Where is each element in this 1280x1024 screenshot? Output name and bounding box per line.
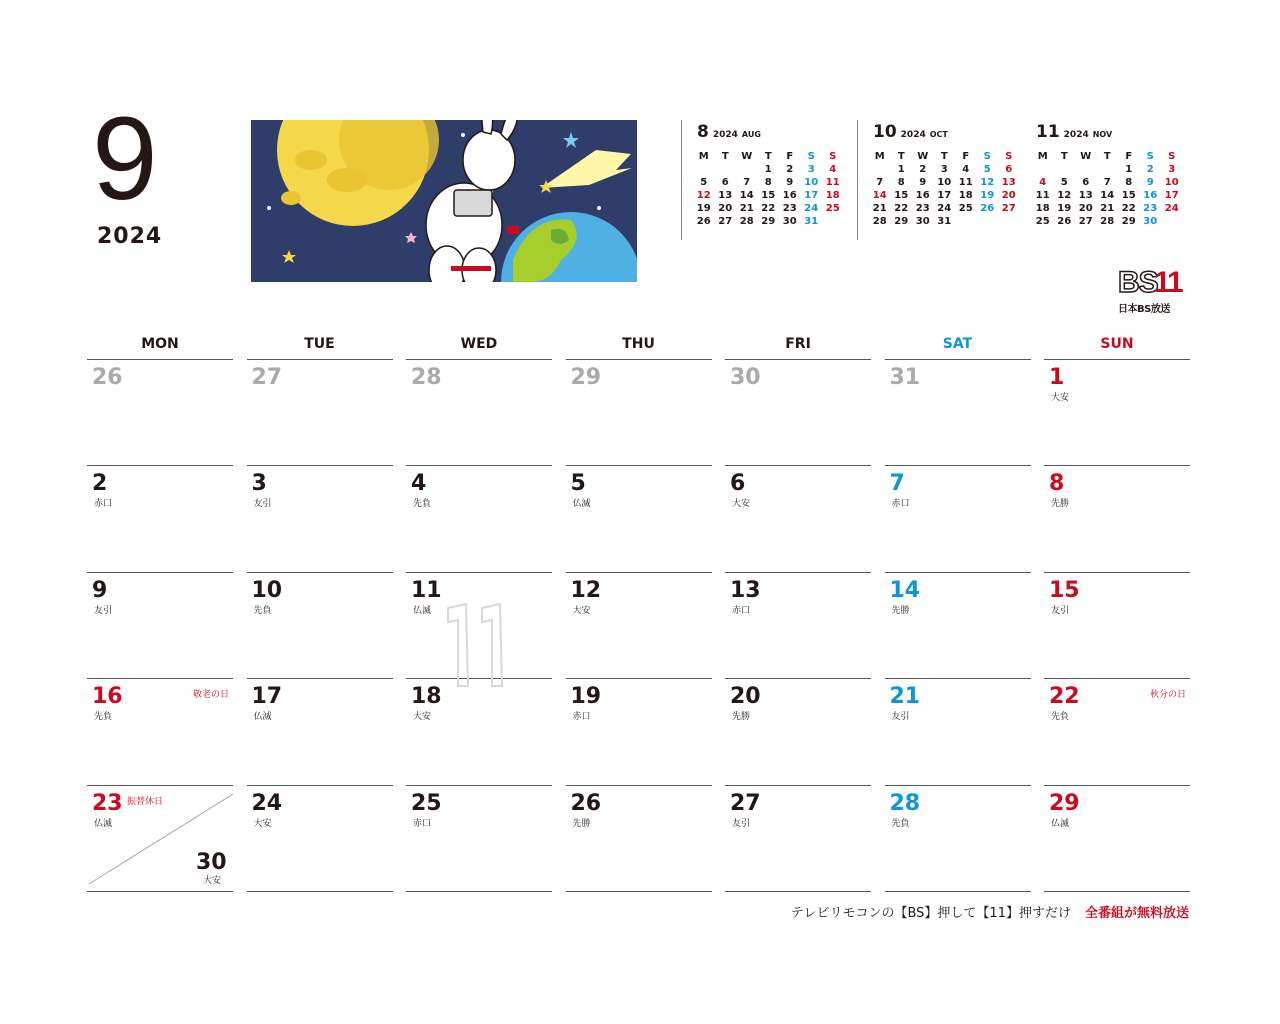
weekday-sun: SUN <box>1100 336 1134 352</box>
day-number: 16 <box>92 684 123 710</box>
mini-day: 28 <box>1100 216 1115 227</box>
mini-day: 14 <box>872 190 887 201</box>
mini-day: 11 <box>1035 190 1050 201</box>
day-cell[interactable] <box>87 678 233 785</box>
day-number: 29 <box>1049 790 1080 816</box>
mini-day: 22 <box>894 203 909 214</box>
day-cell[interactable] <box>725 359 871 466</box>
day-number: 25 <box>411 790 442 816</box>
mini-day: 26 <box>980 203 995 214</box>
mini-day: 2 <box>1146 164 1154 175</box>
mini-day: 9 <box>919 177 927 188</box>
day-cell[interactable] <box>885 465 1031 572</box>
mini-weekday-label: S <box>1146 151 1154 162</box>
day-number: 4 <box>411 471 427 497</box>
day-number: 7 <box>889 471 905 497</box>
day-cell[interactable] <box>87 359 233 466</box>
day-number: 24 <box>251 790 283 816</box>
mini-day: 3 <box>940 164 948 175</box>
rokuyo-label: 先勝 <box>572 818 591 829</box>
day-number: 28 <box>889 790 921 816</box>
day-cell[interactable] <box>1044 678 1190 785</box>
day-number: 12 <box>570 577 602 603</box>
mini-day: 27 <box>1078 216 1093 227</box>
rokuyo-label: 赤口 <box>891 499 910 510</box>
rokuyo-label: 先勝 <box>891 605 910 616</box>
logo-subtitle: 日本BS放送 <box>1118 304 1170 315</box>
rokuyo-label: 仏滅 <box>1051 818 1070 829</box>
mini-day: 9 <box>786 177 794 188</box>
day-number: 26 <box>570 790 602 816</box>
rokuyo-label: 仏滅 <box>413 605 432 616</box>
bs11-watermark-icon <box>444 602 514 688</box>
mini-day: 11 <box>958 177 973 188</box>
mini-day: 1 <box>897 164 905 175</box>
mini-day: 18 <box>825 190 840 201</box>
day-number: 21 <box>889 684 921 710</box>
mini-day: 17 <box>804 190 819 201</box>
rokuyo-label: 仏滅 <box>572 499 591 510</box>
mini-day: 30 <box>915 216 930 227</box>
day-cell[interactable] <box>406 785 552 892</box>
mini-day <box>822 215 844 228</box>
mini-weekday-label: T <box>1060 151 1068 162</box>
mini-day: 3 <box>807 164 815 175</box>
mini-day: 28 <box>739 216 754 227</box>
mini-calendar-1 <box>857 120 1027 240</box>
mini-day: 11 <box>825 177 840 188</box>
mini-year: 2024 <box>712 130 738 140</box>
mini-day: 18 <box>958 190 973 201</box>
mini-day: 10 <box>937 177 952 188</box>
mini-day: 23 <box>782 203 797 214</box>
footer-message <box>791 902 1189 921</box>
day-number: 14 <box>889 577 921 603</box>
mini-day: 24 <box>1164 203 1179 214</box>
day-number: 29 <box>570 365 602 390</box>
day-cell[interactable] <box>406 359 552 466</box>
weekday-fri: FRI <box>785 336 811 352</box>
mini-day: 8 <box>764 177 772 188</box>
rokuyo-label: 友引 <box>891 712 910 723</box>
mini-day: 7 <box>876 177 884 188</box>
mini-day: 12 <box>1057 190 1072 201</box>
mini-day: 26 <box>1057 216 1072 227</box>
day-number: 18 <box>411 684 442 710</box>
mini-calendar-table <box>693 150 844 228</box>
bs11-logo <box>1118 266 1190 315</box>
day-cell[interactable] <box>406 465 552 572</box>
day-number: 8 <box>1049 471 1065 497</box>
mini-day: 13 <box>1001 177 1016 188</box>
mini-weekday-label: T <box>897 151 905 162</box>
mini-day <box>736 163 758 176</box>
day-cell[interactable] <box>87 572 233 679</box>
mini-day: 1 <box>764 164 772 175</box>
mini-day: 20 <box>1078 203 1093 214</box>
mini-day: 23 <box>915 203 930 214</box>
mini-day: 19 <box>1057 203 1072 214</box>
rokuyo-label: 赤口 <box>413 818 432 829</box>
mini-day: 30 <box>782 216 797 227</box>
mini-weekday-label: M <box>1037 151 1048 162</box>
rokuyo-30: 大安 <box>203 876 222 886</box>
mini-day <box>998 215 1020 228</box>
mini-day: 22 <box>761 203 776 214</box>
mini-weekday-label: F <box>1125 151 1133 162</box>
mini-weekday-label: T <box>940 151 948 162</box>
day-number: 20 <box>730 684 761 710</box>
day-number: 6 <box>730 471 746 497</box>
day-number: 10 <box>251 577 283 603</box>
mini-day <box>977 215 999 228</box>
day-cell[interactable] <box>566 465 712 572</box>
mini-day: 27 <box>718 216 733 227</box>
holiday-label-23: 振替休日 <box>127 797 164 807</box>
mini-day: 26 <box>696 216 711 227</box>
year-label: 2024 <box>97 224 163 249</box>
mini-day: 4 <box>829 164 837 175</box>
day-cell[interactable] <box>885 785 1031 892</box>
day-cell[interactable] <box>885 572 1031 679</box>
mini-day: 3 <box>1168 164 1176 175</box>
mini-day: 21 <box>739 203 754 214</box>
mini-calendar-title <box>1036 122 1112 142</box>
mini-calendar-2 <box>1020 120 1190 240</box>
mini-day: 16 <box>1143 190 1158 201</box>
day-cell[interactable] <box>247 465 393 572</box>
mini-weekday-label: W <box>917 151 929 162</box>
mini-day: 23 <box>1143 203 1158 214</box>
mini-day <box>715 163 737 176</box>
mini-weekday-label: S <box>1005 151 1013 162</box>
mini-day: 16 <box>915 190 930 201</box>
rokuyo-label: 赤口 <box>94 499 113 510</box>
mini-day: 4 <box>1039 177 1047 188</box>
mini-weekday-label: S <box>983 151 991 162</box>
mini-day: 19 <box>980 190 995 201</box>
day-cell[interactable] <box>87 465 233 572</box>
mini-day <box>1054 163 1076 176</box>
mini-day: 5 <box>700 177 708 188</box>
holiday-label: 秋分の日 <box>1149 690 1186 701</box>
mini-calendar-table <box>869 150 1020 228</box>
mini-day: 8 <box>1125 177 1133 188</box>
mini-day <box>1032 163 1054 176</box>
rokuyo-label: 赤口 <box>732 605 751 616</box>
rokuyo-label: 先勝 <box>1051 499 1070 510</box>
rokuyo-label: 先負 <box>253 605 272 616</box>
mini-day: 15 <box>894 190 909 201</box>
footer-highlight: 全番組が無料放送 <box>1084 906 1189 921</box>
mini-weekday-label: S <box>807 151 815 162</box>
day-cell[interactable] <box>885 678 1031 785</box>
mini-day: 21 <box>1100 203 1115 214</box>
rokuyo-label: 大安 <box>253 818 272 829</box>
mini-day: 24 <box>804 203 819 214</box>
day-cell[interactable] <box>566 785 712 892</box>
mini-day: 15 <box>761 190 776 201</box>
day-number: 9 <box>92 577 108 603</box>
mini-calendar-table <box>1032 150 1183 228</box>
mini-month-name: OCT <box>929 130 948 139</box>
day-number: 17 <box>251 684 283 710</box>
mini-weekday-label: W <box>1080 151 1092 162</box>
footer-text: テレビリモコンの【BS】押して【11】押すだけ <box>790 906 1071 921</box>
mini-day: 8 <box>897 177 905 188</box>
rokuyo-label: 仏滅 <box>253 712 272 723</box>
mini-weekday-label: M <box>698 151 709 162</box>
mini-day: 14 <box>1100 190 1115 201</box>
day-number: 27 <box>251 365 283 390</box>
day-number: 19 <box>570 684 602 710</box>
mini-day: 29 <box>761 216 776 227</box>
astronaut-rabbit-illustration <box>251 120 637 282</box>
mini-day: 2 <box>919 164 927 175</box>
mini-day: 17 <box>937 190 952 201</box>
rokuyo-label: 先勝 <box>732 712 751 723</box>
mini-day <box>955 215 977 228</box>
day-cell[interactable] <box>406 678 552 785</box>
mini-calendar-0 <box>681 120 851 240</box>
mini-month-number: 10 <box>873 122 897 142</box>
rokuyo-label: 大安 <box>1051 393 1070 403</box>
weekday-thu: THU <box>622 336 655 352</box>
day-number: 28 <box>411 365 442 390</box>
mini-day: 12 <box>980 177 995 188</box>
holiday-label: 敬老の日 <box>192 690 229 701</box>
mini-day: 10 <box>1164 177 1179 188</box>
mini-day: 13 <box>1078 190 1093 201</box>
day-cell[interactable] <box>725 572 871 679</box>
day-number: 5 <box>570 471 586 497</box>
mini-day: 31 <box>804 216 819 227</box>
mini-weekday-label: T <box>721 151 729 162</box>
rokuyo-label: 大安 <box>572 605 591 616</box>
logo-bs-text: BS <box>1118 266 1158 299</box>
mini-month-number: 11 <box>1036 122 1060 142</box>
rokuyo-label: 先負 <box>413 499 432 510</box>
mini-month-name: NOV <box>1092 130 1113 139</box>
day-cell[interactable] <box>566 359 712 466</box>
day-cell[interactable] <box>725 465 871 572</box>
mini-weekday-label: W <box>741 151 753 162</box>
rokuyo-label: 仏滅 <box>94 818 113 829</box>
day-cell[interactable] <box>247 359 393 466</box>
mini-weekday-label: F <box>786 151 794 162</box>
day-cell[interactable] <box>885 359 1031 466</box>
rokuyo-label: 大安 <box>732 499 751 510</box>
day-number: 15 <box>1049 577 1080 603</box>
mini-day: 14 <box>739 190 754 201</box>
day-number: 26 <box>92 365 123 390</box>
mini-weekday-label: F <box>962 151 970 162</box>
month-number: 9 <box>92 93 158 225</box>
weekday-wed: WED <box>460 336 498 352</box>
mini-day: 25 <box>825 203 840 214</box>
mini-day <box>869 163 891 176</box>
mini-day: 18 <box>1035 203 1050 214</box>
day-cell[interactable] <box>566 572 712 679</box>
mini-day: 20 <box>718 203 733 214</box>
day-number: 2 <box>92 471 108 497</box>
mini-weekday-label: T <box>1103 151 1111 162</box>
mini-calendar-divider <box>857 120 858 240</box>
day-cell[interactable] <box>1044 465 1190 572</box>
mini-month-name: AUG <box>741 130 761 139</box>
day-number: 1 <box>1049 365 1065 390</box>
mini-day: 5 <box>983 164 991 175</box>
mini-day: 27 <box>1001 203 1016 214</box>
mini-day: 6 <box>1005 164 1013 175</box>
day-cell[interactable] <box>247 572 393 679</box>
rokuyo-label: 先負 <box>94 712 113 723</box>
mini-day: 2 <box>786 164 794 175</box>
mini-day: 20 <box>1001 190 1016 201</box>
mini-day <box>693 163 715 176</box>
mini-day: 4 <box>962 164 970 175</box>
mini-month-number: 8 <box>697 122 709 142</box>
rokuyo-label: 友引 <box>732 818 751 829</box>
mini-day: 6 <box>721 177 729 188</box>
mini-day: 25 <box>1035 216 1050 227</box>
mini-year: 2024 <box>900 130 926 140</box>
mini-day: 6 <box>1082 177 1090 188</box>
mini-day: 29 <box>1121 216 1136 227</box>
mini-day: 28 <box>872 216 887 227</box>
day-cell[interactable] <box>247 678 393 785</box>
day-number: 31 <box>889 365 921 390</box>
mini-calendar-title <box>697 122 761 142</box>
day-cell[interactable] <box>725 785 871 892</box>
day-cell[interactable] <box>1044 572 1190 679</box>
mini-day: 19 <box>696 203 711 214</box>
rokuyo-label: 友引 <box>1051 605 1070 616</box>
rokuyo-label: 赤口 <box>572 712 591 723</box>
mini-calendar-title <box>873 122 948 142</box>
day-number: 30 <box>730 365 761 390</box>
mini-day: 7 <box>1103 177 1111 188</box>
mini-weekday-label: M <box>874 151 885 162</box>
day-cell[interactable] <box>1044 359 1190 466</box>
mini-day <box>1075 163 1097 176</box>
rokuyo-label: 友引 <box>253 499 272 510</box>
mini-day: 16 <box>782 190 797 201</box>
mini-day: 30 <box>1143 216 1158 227</box>
day-number: 13 <box>730 577 761 603</box>
mini-day: 15 <box>1121 190 1136 201</box>
day-number: 22 <box>1049 684 1080 710</box>
weekday-tue: TUE <box>304 336 335 352</box>
day-cell[interactable] <box>725 678 871 785</box>
mini-weekday-label: S <box>829 151 837 162</box>
day-number: 27 <box>730 790 761 816</box>
mini-day: 29 <box>894 216 909 227</box>
rokuyo-label: 友引 <box>94 605 113 616</box>
mini-day: 24 <box>937 203 952 214</box>
mini-calendar-divider <box>681 120 682 240</box>
rokuyo-label: 先負 <box>1051 712 1070 723</box>
mini-day: 13 <box>718 190 733 201</box>
day-cell[interactable] <box>1044 785 1190 892</box>
mini-day: 7 <box>743 177 751 188</box>
month-grid <box>87 359 1191 891</box>
mini-day: 22 <box>1121 203 1136 214</box>
day-cell[interactable] <box>247 785 393 892</box>
mini-weekday-label: S <box>1168 151 1176 162</box>
mini-day: 1 <box>1125 164 1133 175</box>
mini-year: 2024 <box>1063 130 1089 140</box>
mini-day: 10 <box>804 177 819 188</box>
day-number: 3 <box>251 471 267 497</box>
mini-weekday-label: T <box>764 151 772 162</box>
logo-11-text: 11 <box>1154 266 1182 299</box>
day-number-30: 30 <box>196 850 227 875</box>
weekday-sat: SAT <box>942 336 973 352</box>
mini-day <box>1097 163 1119 176</box>
day-number: 11 <box>411 577 442 603</box>
weekday-mon: MON <box>141 336 179 352</box>
mini-day: 9 <box>1146 177 1154 188</box>
mini-day: 31 <box>937 216 952 227</box>
rokuyo-label: 先負 <box>891 818 910 829</box>
day-cell[interactable] <box>566 678 712 785</box>
day-number: 23 <box>92 790 123 816</box>
rokuyo-label: 大安 <box>413 712 432 723</box>
mini-day: 5 <box>1060 177 1068 188</box>
mini-day <box>1161 215 1183 228</box>
mini-day: 12 <box>696 190 711 201</box>
mini-day: 21 <box>872 203 887 214</box>
mini-day: 17 <box>1164 190 1179 201</box>
mini-day: 25 <box>958 203 973 214</box>
